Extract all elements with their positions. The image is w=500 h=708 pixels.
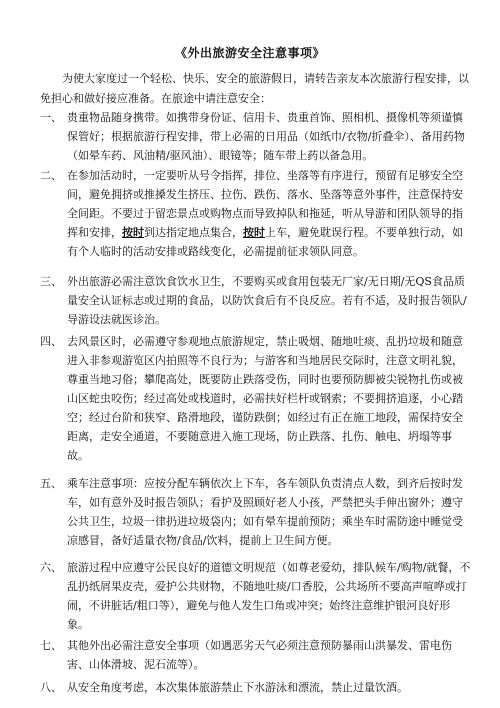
section-text: 贵重物品随身携带。如携带身份证、信用卡、贵重首饰、照相机、摄像机等须谨慎保管好；根据旅游行程安排，带上必需的日用品（如纸巾/衣物/折叠伞）、备用药物（如晕车药、风油精/驱风油）、眼镜等；随车带上药以备急用。 [67, 111, 465, 162]
section-number: 八、 [40, 681, 62, 694]
section-7 [40, 636, 472, 674]
section-text-part: 上车，避免耽误行程。不要单独行动，如有个人临时的活动安排或路线变化，必需提前征求领队同意。 [67, 226, 463, 258]
section-2 [40, 166, 472, 261]
section-number: 七、 [40, 639, 62, 652]
section-text-part: 到达指定地点集合， [144, 226, 243, 239]
intro-paragraph: 为使大家度过一个轻松、快乐、安全的旅游假日，请转告亲友本次旅游行程安排，以免担心和做好接应准备。在旅途中请注意安全： [40, 72, 469, 105]
section-text: 乘车注意事项：应按分配车辆依次上下车，各车领队负责清点人数，到齐后按时发车，如有意外及时报告领队；看护及照顾好老人小孩，严禁把头手伸出窗外；遵守公共卫生，垃圾一律扔进垃圾袋内；如有晕车提前预防；乘坐车时需防途中睡觉受凉感冒，备好适量衣物/食品/饮料，提前上卫生间方便。 [67, 477, 463, 547]
emphasis-on-time: 按时 [122, 226, 144, 239]
section-number: 五、 [40, 477, 62, 490]
section-number: 一、 [40, 111, 62, 124]
section-5 [40, 474, 472, 550]
section-text: 从安全角度考虑，本次集体旅游禁止下水游泳和漂流，禁止过量饮酒。 [67, 681, 408, 694]
section-number: 三、 [40, 275, 62, 288]
section-text [67, 166, 472, 261]
section-text: 外出旅游必需注意饮食饮水卫生，不要购买或食用包装无厂家/无日期/无QS食品质量安全认证标志或过期的食品，以防饮食后有不良反应。若有不适，及时报告领队/导游设法就医诊治。 [67, 275, 467, 326]
section-1 [40, 108, 472, 165]
section-text: 其他外出必需注意安全事项（如遇恶劣天气必须注意预防暴雨山洪暴发、雷电伤害、山体滑坡、泥石流等）。 [67, 639, 452, 671]
section-number: 六、 [40, 561, 62, 574]
section-number: 四、 [40, 335, 62, 348]
section-8 [40, 678, 472, 697]
section-6 [40, 558, 472, 634]
section-text: 去风景区时，必需遵守参观地点旅游规定，禁止吸烟、随地吐痰、乱扔垃圾和随意进入非参观游览区内拍照等不良行为；与游客和当地居民交际时，注意文明礼貌，尊重当地习俗；攀爬高处，既要防止跌落受伤，同时也要预防脚被尖锐物扎伤或被山区蛇虫咬伤；经过高处或栈道时，必需扶好栏杆或钢索；不要拥挤追逐，小心踏空；经过台阶和狭窄、路滑地段，谨防跌倒；如经过有正在施工地段，需保持安全距离，走安全通道，不要随意进入施工现场，防止跌落、扎伤、触电、坍塌等事故。 [67, 335, 463, 462]
section-text-part: 在参加活动时，一定要听从号令指挥，排位、坐落等有序进行，预留有足够安全空间，避免拥挤或推搡发生挤压、拉伤、跌伤、落水、坠落等意外事件，注意保持安全间距。不要过于留恋景点或购物点而导致掉队和拖延，听从导游和团队领导的指挥和安排， [67, 169, 463, 239]
section-3 [40, 272, 472, 329]
emphasis-on-time: 按时 [243, 226, 265, 239]
document-title: 《外出旅游安全注意事项》 [174, 46, 325, 60]
section-number: 二、 [40, 169, 62, 182]
section-4 [40, 332, 472, 465]
section-text: 旅游过程中应遵守公民良好的道德文明规范（如尊老爱幼，排队候车/购物/就餐，不乱扔纸屑果皮壳，爱护公共财物，不随地吐痰/口香胶，公共场所不要高声喧哗或打闹，不讲脏话/粗口等），避免与他人发生口角或冲突；始终注意维护银河良好形象。 [67, 561, 471, 631]
